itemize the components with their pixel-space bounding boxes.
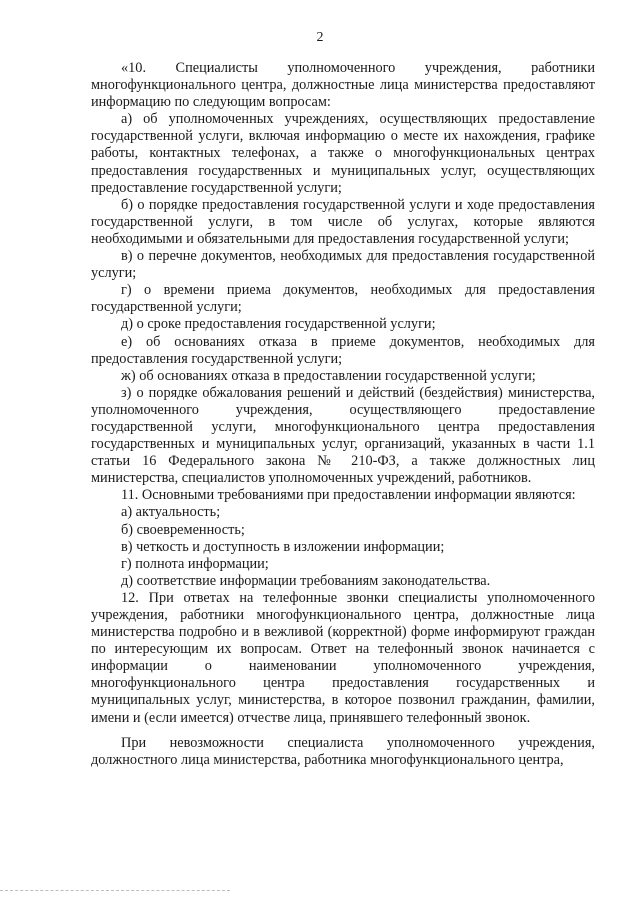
requirement-item-v: в) четкость и доступность в изложении информации;	[121, 538, 445, 555]
document-body	[91, 60, 595, 769]
list-item-a: а) об уполномоченных учреждениях, осуществляющих предоставление государственной услуги, включая информацию о месте их нахождения, графике работы, контактных телефонах, а также о многофункциональных центрах предоставления государственных и муниципальных услуг, осуществляющих предоставление государственной услуги;	[91, 111, 595, 196]
paragraph-continuation: При невозможности специалиста уполномоченного учреждения, должностного лица министерства, работника многофункционального центра,	[91, 734, 595, 768]
requirement-item-a: а) актуальность;	[121, 504, 221, 521]
requirement-item-g: г) полнота информации;	[121, 555, 269, 572]
paragraph-10-intro: «10. Специалисты уполномоченного учреждения, работники многофункционального центра, должностные лица министерства предоставляют информацию по следующим вопросам:	[91, 60, 595, 111]
list-item-d: д) о сроке предоставления государственной услуги;	[121, 316, 436, 333]
scan-artifact-line	[0, 890, 230, 891]
requirement-item-d: д) соответствие информации требованиям законодательства.	[121, 572, 491, 589]
list-item-b: б) о порядке предоставления государственной услуги и ходе предоставления государственной услуги, в том числе об услугах, которые являются необходимыми и обязательными для предоставления государственной услуги;	[91, 196, 595, 247]
paragraph-12: 12. При ответах на телефонные звонки специалисты уполномоченного учреждения, работники многофункционального центра, должностные лица министерства подробно и в вежливой (корректной) форме информируют граждан по интересующим их вопросам. Ответ на телефонный звонок начинается с информации о наименовании уполномоченного учреждения, многофункционального центра предоставления государственных и муниципальных услуг, министерства, в которое позвонил гражданин, фамилии, имени и (если имеется) отчестве лица, принявшего телефонный звонок.	[91, 589, 595, 726]
page-number: 2	[316, 30, 324, 45]
list-item-zh: ж) об основаниях отказа в предоставлении государственной услуги;	[121, 367, 536, 384]
list-item-v: в) о перечне документов, необходимых для предоставления государственной услуги;	[91, 248, 595, 282]
list-item-e: е) об основаниях отказа в приеме документов, необходимых для предоставления государственной услуги;	[91, 333, 595, 367]
list-item-g: г) о времени приема документов, необходимых для предоставления государственной услуги;	[91, 282, 595, 316]
paragraph-11-intro: 11. Основными требованиями при предоставлении информации являются:	[121, 487, 576, 504]
requirement-item-b: б) своевременность;	[121, 521, 245, 538]
list-item-z: з) о порядке обжалования решений и действий (бездействия) министерства, уполномоченного учреждения, осуществляющего предоставление государственной услуги, многофункционального центра предоставления государственных и муниципальных услуг, организаций, указанных в части 1.1 статьи 16 Федерального закона № 210-ФЗ, а также должностных лиц министерства, специалистов уполномоченных учреждений, работников.	[91, 384, 595, 487]
